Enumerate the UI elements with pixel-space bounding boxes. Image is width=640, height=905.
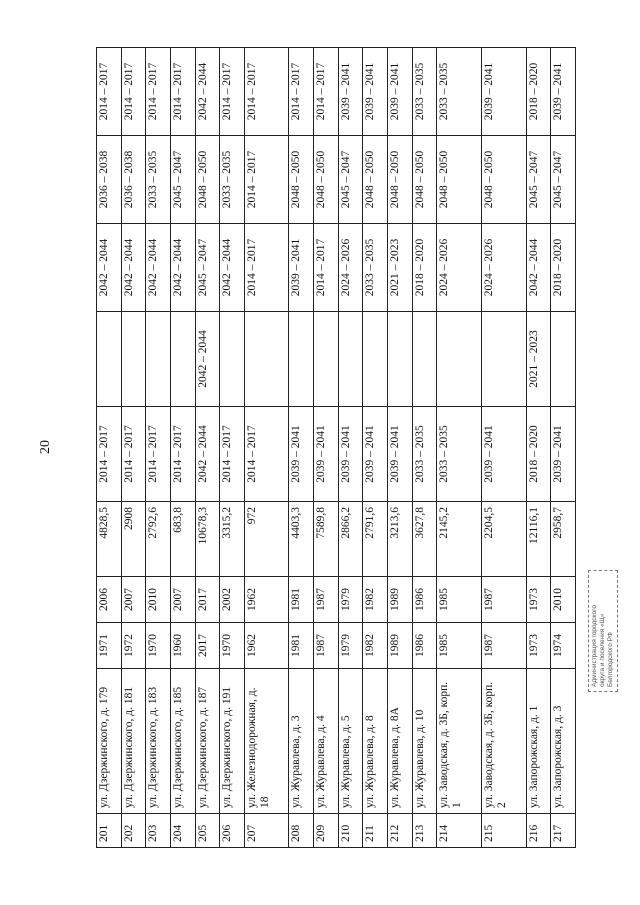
address-cell: ул. Железнодорожная, д. 18 [244, 669, 289, 814]
address-cell: ул. Журавлева, д. 4 [314, 669, 339, 814]
stamp-line: Белгородского РФ [606, 632, 614, 687]
period-cell: 2018 – 2020 [551, 224, 576, 312]
area-cell: 2792,6 [146, 502, 171, 577]
period-cell: 2039 – 2041 [363, 407, 388, 502]
period-cell: 2042 – 2044 [195, 48, 220, 136]
year-built-cell: 1982 [363, 623, 388, 669]
period-cell: 2039 – 2041 [338, 407, 363, 502]
period-cell: 2021 – 2023 [526, 312, 551, 407]
year-cell: 1979 [338, 577, 363, 623]
period-cell: 2048 – 2050 [387, 136, 412, 224]
period-cell: 2039 – 2041 [289, 407, 314, 502]
row-number: 213 [412, 814, 437, 848]
address-cell: ул. Дзержинского, д. 179 [97, 669, 122, 814]
period-cell: 2042 – 2044 [170, 224, 195, 312]
year-built-cell: 1970 [220, 623, 245, 669]
period-cell: 2014 – 2017 [289, 48, 314, 136]
address-cell: ул. Дзержинского, д. 185 [170, 669, 195, 814]
table-row [412, 48, 437, 848]
period-cell [551, 312, 576, 407]
period-cell: 2036 – 2038 [121, 136, 146, 224]
row-number: 208 [289, 814, 314, 848]
period-cell: 2039 – 2041 [314, 407, 339, 502]
row-number: 214 [437, 814, 482, 848]
year-cell: 1986 [412, 577, 437, 623]
table-body [97, 48, 576, 848]
year-cell: 2007 [121, 577, 146, 623]
area-cell: 2204,5 [481, 502, 526, 577]
period-cell [481, 312, 526, 407]
period-cell: 2014 – 2017 [146, 48, 171, 136]
year-cell: 2010 [146, 577, 171, 623]
address-cell: ул. Запорожская, д. 1 [526, 669, 551, 814]
period-cell: 2042 – 2044 [526, 224, 551, 312]
period-cell [97, 312, 122, 407]
address-cell: ул. Журавлева, д. 8А [387, 669, 412, 814]
row-number: 207 [244, 814, 289, 848]
period-cell: 2014 – 2017 [244, 136, 289, 224]
year-cell: 1987 [314, 577, 339, 623]
area-cell: 3627,8 [412, 502, 437, 577]
period-cell: 2024 – 2026 [481, 224, 526, 312]
period-cell: 2033 – 2035 [437, 48, 482, 136]
area-cell: 12116,1 [526, 502, 551, 577]
year-cell: 2010 [551, 577, 576, 623]
year-built-cell: 1979 [338, 623, 363, 669]
period-cell [220, 312, 245, 407]
period-cell: 2014 – 2017 [146, 407, 171, 502]
period-cell: 2042 – 2044 [146, 224, 171, 312]
address-cell: ул. Дзержинского, д. 191 [220, 669, 245, 814]
period-cell: 2048 – 2050 [437, 136, 482, 224]
period-cell: 2048 – 2050 [481, 136, 526, 224]
period-cell [363, 312, 388, 407]
period-cell [121, 312, 146, 407]
area-cell: 2958,7 [551, 502, 576, 577]
period-cell [412, 312, 437, 407]
year-cell: 1982 [363, 577, 388, 623]
address-cell: ул. Дзержинского, д. 183 [146, 669, 171, 814]
year-built-cell: 1970 [146, 623, 171, 669]
row-number: 210 [338, 814, 363, 848]
period-cell: 2045 – 2047 [551, 136, 576, 224]
period-cell: 2036 – 2038 [97, 136, 122, 224]
area-cell: 7589,8 [314, 502, 339, 577]
year-built-cell: 1962 [244, 623, 289, 669]
area-cell: 4403,3 [289, 502, 314, 577]
table-row [289, 48, 314, 848]
registration-stamp [588, 570, 618, 692]
period-cell: 2014 – 2017 [244, 224, 289, 312]
table-container [96, 48, 576, 848]
address-cell: ул. Запорожская, д. 3 [551, 669, 576, 814]
period-cell: 2024 – 2026 [338, 224, 363, 312]
year-cell: 1989 [387, 577, 412, 623]
period-cell: 2048 – 2050 [314, 136, 339, 224]
period-cell: 2039 – 2041 [481, 407, 526, 502]
period-cell: 2042 – 2044 [97, 224, 122, 312]
year-cell: 2017 [195, 577, 220, 623]
period-cell: 2048 – 2050 [289, 136, 314, 224]
period-cell: 2024 – 2026 [437, 224, 482, 312]
area-cell: 2866,2 [338, 502, 363, 577]
period-cell: 2033 – 2035 [220, 136, 245, 224]
period-cell: 2014 – 2017 [121, 48, 146, 136]
period-cell: 2039 – 2041 [387, 48, 412, 136]
table-row [146, 48, 171, 848]
period-cell: 2033 – 2035 [146, 136, 171, 224]
area-cell: 4828,5 [97, 502, 122, 577]
row-number: 215 [481, 814, 526, 848]
row-number: 201 [97, 814, 122, 848]
year-built-cell: 1972 [121, 623, 146, 669]
period-cell: 2014 – 2017 [97, 48, 122, 136]
address-cell: ул. Дзержинского, д. 181 [121, 669, 146, 814]
period-cell: 2021 – 2023 [387, 224, 412, 312]
table-row [363, 48, 388, 848]
period-cell: 2039 – 2041 [363, 48, 388, 136]
table-row [170, 48, 195, 848]
row-number: 204 [170, 814, 195, 848]
period-cell: 2039 – 2041 [387, 407, 412, 502]
period-cell: 2033 – 2035 [363, 224, 388, 312]
year-built-cell: 1986 [412, 623, 437, 669]
period-cell: 2045 – 2047 [526, 136, 551, 224]
period-cell: 2042 – 2044 [121, 224, 146, 312]
period-cell: 2014 – 2017 [97, 407, 122, 502]
period-cell: 2033 – 2035 [412, 48, 437, 136]
period-cell: 2018 – 2020 [526, 407, 551, 502]
row-number: 211 [363, 814, 388, 848]
period-cell: 2045 – 2047 [170, 136, 195, 224]
period-cell: 2039 – 2041 [481, 48, 526, 136]
period-cell: 2048 – 2050 [195, 136, 220, 224]
table-row [526, 48, 551, 848]
period-cell: 2039 – 2041 [289, 224, 314, 312]
period-cell: 2039 – 2041 [338, 48, 363, 136]
year-cell: 2002 [220, 577, 245, 623]
address-cell: ул. Журавлева, д. 8 [363, 669, 388, 814]
period-cell [437, 312, 482, 407]
period-cell: 2018 – 2020 [412, 224, 437, 312]
year-built-cell: 2017 [195, 623, 220, 669]
period-cell: 2014 – 2017 [220, 48, 245, 136]
period-cell: 2042 – 2044 [195, 312, 220, 407]
table-row [97, 48, 122, 848]
area-cell: 3213,6 [387, 502, 412, 577]
period-cell [146, 312, 171, 407]
period-cell [289, 312, 314, 407]
period-cell: 2033 – 2035 [437, 407, 482, 502]
year-built-cell: 1985 [437, 623, 482, 669]
period-cell: 2033 – 2035 [412, 407, 437, 502]
period-cell: 2014 – 2017 [170, 407, 195, 502]
year-cell: 1962 [244, 577, 289, 623]
year-built-cell: 1971 [97, 623, 122, 669]
area-cell: 972 [244, 502, 289, 577]
stamp-line: округа и поселения «Щ» [598, 613, 606, 687]
address-cell: ул. Заводская, д. 3Б, корп. 2 [481, 669, 526, 814]
row-number: 205 [195, 814, 220, 848]
period-cell [244, 312, 289, 407]
address-cell: ул. Дзержинского, д. 187 [195, 669, 220, 814]
period-cell: 2014 – 2017 [170, 48, 195, 136]
table-row [195, 48, 220, 848]
table-row [220, 48, 245, 848]
page-number: 20 [38, 440, 53, 454]
period-cell: 2014 – 2017 [121, 407, 146, 502]
period-cell: 2039 – 2041 [551, 407, 576, 502]
area-cell: 2908 [121, 502, 146, 577]
address-cell: ул. Журавлева, д. 5 [338, 669, 363, 814]
table-row [387, 48, 412, 848]
year-built-cell: 1973 [526, 623, 551, 669]
row-number: 202 [121, 814, 146, 848]
stamp-line: Администрация городского [591, 605, 598, 687]
period-cell: 2014 – 2017 [220, 407, 245, 502]
row-number: 209 [314, 814, 339, 848]
year-built-cell: 1989 [387, 623, 412, 669]
period-cell: 2014 – 2017 [244, 407, 289, 502]
address-cell: ул. Журавлева, д. 10 [412, 669, 437, 814]
table-row [338, 48, 363, 848]
area-cell: 2791,6 [363, 502, 388, 577]
table-row [481, 48, 526, 848]
row-number: 203 [146, 814, 171, 848]
period-cell: 2048 – 2050 [412, 136, 437, 224]
address-cell: ул. Заводская, д. 3Б, корп. 1 [437, 669, 482, 814]
table-row [437, 48, 482, 848]
area-cell: 3315,2 [220, 502, 245, 577]
period-cell: 2014 – 2017 [314, 224, 339, 312]
year-built-cell: 1987 [481, 623, 526, 669]
table-row [121, 48, 146, 848]
year-built-cell: 1974 [551, 623, 576, 669]
period-cell: 2018 – 2020 [526, 48, 551, 136]
period-cell: 2045 – 2047 [338, 136, 363, 224]
period-cell: 2042 – 2044 [220, 224, 245, 312]
row-number: 206 [220, 814, 245, 848]
year-cell: 1973 [526, 577, 551, 623]
year-cell: 1981 [289, 577, 314, 623]
table-row [314, 48, 339, 848]
area-cell: 683,8 [170, 502, 195, 577]
table-row [551, 48, 576, 848]
period-cell: 2048 – 2050 [363, 136, 388, 224]
table-row [244, 48, 289, 848]
row-number: 217 [551, 814, 576, 848]
year-cell: 1987 [481, 577, 526, 623]
period-cell [314, 312, 339, 407]
year-cell: 2006 [97, 577, 122, 623]
period-cell: 2045 – 2047 [195, 224, 220, 312]
year-built-cell: 1960 [170, 623, 195, 669]
year-built-cell: 1981 [289, 623, 314, 669]
period-cell: 2014 – 2017 [314, 48, 339, 136]
year-cell: 2007 [170, 577, 195, 623]
housing-repair-table [96, 47, 576, 848]
year-built-cell: 1987 [314, 623, 339, 669]
period-cell [170, 312, 195, 407]
period-cell: 2014 – 2017 [244, 48, 289, 136]
period-cell [338, 312, 363, 407]
address-cell: ул. Журавлева, д. 3 [289, 669, 314, 814]
period-cell [387, 312, 412, 407]
row-number: 212 [387, 814, 412, 848]
period-cell: 2042 – 2044 [195, 407, 220, 502]
period-cell: 2039 – 2041 [551, 48, 576, 136]
area-cell: 2145,2 [437, 502, 482, 577]
area-cell: 10678,3 [195, 502, 220, 577]
row-number: 216 [526, 814, 551, 848]
year-cell: 1985 [437, 577, 482, 623]
